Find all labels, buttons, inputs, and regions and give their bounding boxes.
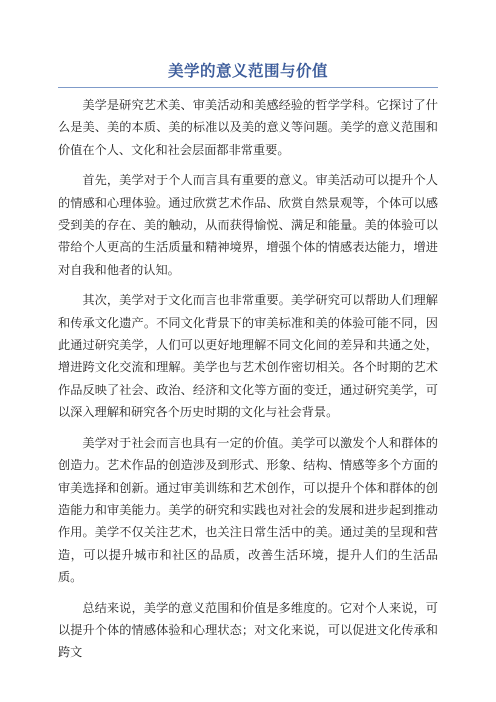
paragraph-individual: 首先，美学对于个人而言具有重要的意义。审美活动可以提升个人的情感和心理体验。通过欣赏艺术作品、欣赏自然景观等，个体可以感受到美的存在、美的触动，从而获得愉悦、满足和能量。美的体验可以带给个人更高的生活质量和精神境界，增强个体的情感表达能力，增进对自我和他者的认知。: [58, 173, 438, 277]
paragraph-culture: 其次，美学对于文化而言也非常重要。美学研究可以帮助人们理解和传承文化遗产。不同文化背景下的审美标准和美的体验可能不同，因此通过研究美学，人们可以更好地理解不同文化间的差异和共通之处，增进跨文化交流和理解。美学也与艺术创作密切相关。各个时期的艺术作品反映了社会、政治、经济和文化等方面的变迁，通过研究美学，可以深入理解和研究各个历史时期的文化与社会背景。: [58, 293, 438, 420]
document-title: 美学的意义范围与价值: [167, 61, 328, 80]
paragraph-intro: 美学是研究艺术美、审美活动和美感经验的哲学学科。它探讨了什么是美、美的本质、美的标准以及美的意义等问题。美学的意义范围和价值在个人、文化和社会层面都非常重要。: [58, 98, 438, 157]
title-underline: [58, 87, 438, 88]
paragraph-society: 美学对于社会而言也具有一定的价值。美学可以激发个人和群体的创造力。艺术作品的创造涉及到形式、形象、结构、情感等多个方面的审美选择和创新。通过审美训练和艺术创作，可以提升个体和群体的创造能力和审美能力。美学的研究和实践也对社会的发展和进步起到推动作用。美学不仅关注艺术，也关注日常生活中的美。通过美的呈现和营造，可以提升城市和社区的品质，改善生活环境，提升人们的生活品质。: [58, 435, 438, 585]
paragraph-summary: 总结来说，美学的意义范围和价值是多维度的。它对个人来说，可以提升个体的情感体验和心理状态；对文化来说，可以促进文化传承和跨文: [58, 600, 438, 660]
